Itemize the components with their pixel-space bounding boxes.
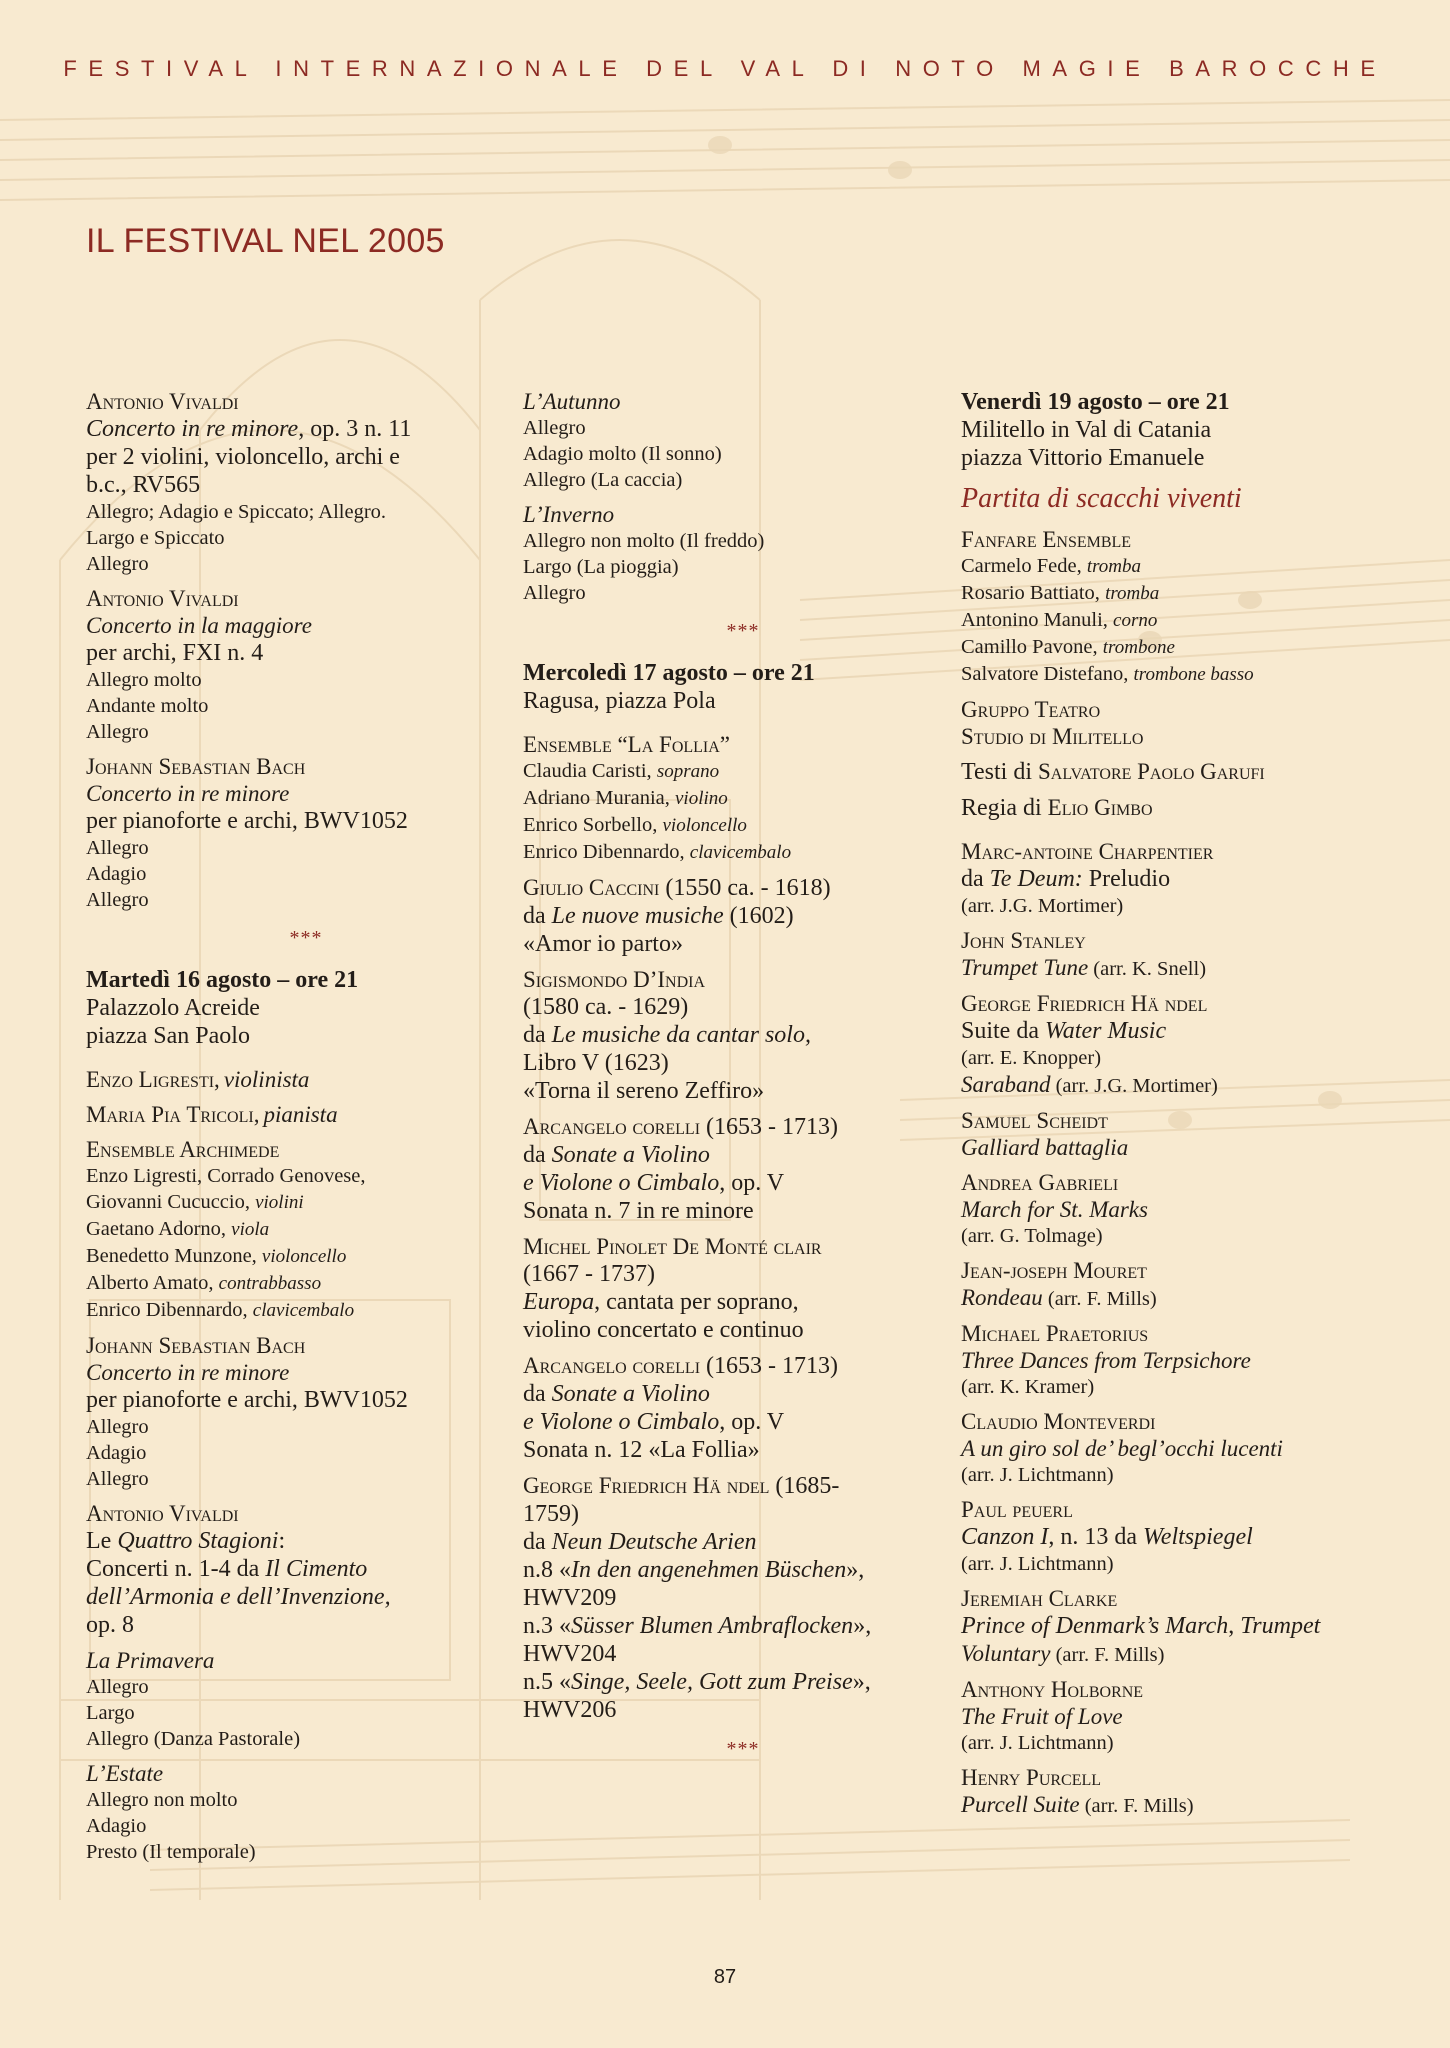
work-line: per pianoforte e archi, BWV1052 xyxy=(86,1387,408,1413)
text-fragment: , op. V xyxy=(719,1170,785,1196)
composer-name: Claudio Monteverdi xyxy=(961,1409,1156,1434)
composer-name: Andrea Gabrieli xyxy=(961,1170,1119,1195)
work-line xyxy=(523,1380,963,1408)
work-title-italic: Le nuove musiche xyxy=(551,903,724,929)
ensemble-member xyxy=(86,1189,526,1216)
ensemble-member xyxy=(961,580,1421,607)
member-role: clavicembalo xyxy=(689,842,792,863)
work-title-italic: Europa xyxy=(523,1289,595,1315)
performer-role: pianista xyxy=(263,1102,338,1127)
movement: Allegro; Adagio e Spiccato; Allegro. xyxy=(86,501,387,523)
ensemble xyxy=(523,731,963,866)
arrangement: (arr. G. Tolmage) xyxy=(961,1225,1103,1247)
movement: Adagio xyxy=(86,1442,147,1464)
work-title-italic: Te Deum: xyxy=(989,866,1083,892)
member-role: viola xyxy=(231,1219,270,1240)
movement: Allegro xyxy=(86,1468,149,1490)
program-item xyxy=(523,1113,963,1225)
composer-name: George Friedrich Hä ndel xyxy=(961,991,1208,1016)
work-line: HWV204 xyxy=(523,1641,617,1667)
section-separator: *** xyxy=(726,620,760,642)
text-fragment: Preludio xyxy=(1082,866,1171,892)
composer-line xyxy=(523,1113,963,1141)
work-line: HWV206 xyxy=(523,1697,617,1723)
work-line xyxy=(523,1408,963,1436)
composer-name: Sigismondo D’India xyxy=(523,967,706,992)
text-fragment: Le xyxy=(86,1528,112,1554)
member-role: trombone basso xyxy=(1133,664,1254,685)
work-title-italic: Sonate a Violino xyxy=(551,1142,710,1168)
performer-role: violinista xyxy=(223,1067,310,1092)
composer-name: Michael Praetorius xyxy=(961,1321,1149,1346)
work-line xyxy=(523,1612,963,1640)
work-line xyxy=(523,1021,963,1049)
program-item xyxy=(523,1233,963,1344)
running-header: FESTIVAL INTERNAZIONALE DEL VAL DI NOTO MAGIE BAROCCHE xyxy=(63,56,1387,81)
arrangement: (arr. F. Mills) xyxy=(1042,1288,1157,1310)
composer-dates: (1653 - 1713) xyxy=(700,1114,839,1140)
composer-name: Samuel Scheidt xyxy=(961,1108,1108,1133)
work-opus: , op. 3 n. 11 xyxy=(298,416,412,442)
work-line: «Amor io parto» xyxy=(523,931,683,957)
program-item xyxy=(961,838,1421,919)
ensemble-name: Fanfare Ensemble xyxy=(961,527,1132,552)
event-date: Martedì 16 agosto – ore 21 xyxy=(86,967,359,993)
movement: Largo e Spiccato xyxy=(86,527,225,549)
member-name: Gaetano Adorno, xyxy=(86,1218,227,1240)
composer-name: Michel Pinolet De Monté clair xyxy=(523,1234,822,1259)
work-title-italic: Purcell Suite xyxy=(961,1792,1080,1817)
movement: Adagio molto (Il sonno) xyxy=(523,443,722,465)
work-line: per pianoforte e archi, BWV1052 xyxy=(86,808,408,834)
work-title-italic: Rondeau xyxy=(961,1285,1043,1310)
ensemble-member xyxy=(961,553,1421,580)
member-role: trombone xyxy=(1102,637,1175,658)
movement: Allegro xyxy=(86,1416,149,1438)
program-item xyxy=(86,1500,526,1639)
arrangement: (arr. J.G. Mortimer) xyxy=(1050,1075,1218,1097)
arrangement: (arr. F. Mills) xyxy=(1050,1644,1165,1666)
event-date: Venerdì 19 agosto – ore 21 xyxy=(961,389,1230,415)
work-title-italic: Saraband xyxy=(961,1072,1051,1097)
work-line xyxy=(961,1284,1421,1312)
composer-name: Paul peuerl xyxy=(961,1497,1073,1522)
movement: Allegro (Danza Pastorale) xyxy=(86,1728,301,1750)
work-title-italic: Weltspiegel xyxy=(1143,1524,1253,1550)
work-line xyxy=(961,1791,1421,1819)
work-title: Galliard battaglia xyxy=(961,1135,1129,1160)
work-line xyxy=(523,1528,963,1556)
work-title-italic: Le musiche da cantar solo, xyxy=(551,1022,811,1048)
work-title: L’Inverno xyxy=(523,502,615,527)
ensemble-name: Studio di Militello xyxy=(961,724,1144,749)
ensemble-member xyxy=(961,607,1421,634)
work-title: March for St. Marks xyxy=(961,1197,1148,1222)
composer-name: Jeremiah Clarke xyxy=(961,1586,1118,1611)
work-title-italic: In den angenehmen Büschen xyxy=(571,1557,847,1583)
member-role: tromba xyxy=(1086,556,1142,577)
member-name: Salvatore Distefano, xyxy=(961,663,1129,685)
movement: Adagio xyxy=(86,863,147,885)
work-line xyxy=(523,1556,963,1584)
composer-dates: (1685- xyxy=(769,1473,840,1499)
ensemble-member xyxy=(523,839,963,866)
member-role: violoncello xyxy=(261,1246,347,1267)
composer-line xyxy=(523,874,963,902)
composer-name: Antonio Vivaldi xyxy=(86,586,239,611)
event-title: Partita di scacchi viventi xyxy=(961,483,1242,514)
work-title-italic: e Violone o Cimbalo xyxy=(523,1170,720,1196)
member-role: violini xyxy=(255,1192,304,1213)
ensemble-member xyxy=(86,1270,526,1297)
work-title-italic: e Violone o Cimbalo xyxy=(523,1409,720,1435)
composer-line xyxy=(523,1352,963,1380)
program-item xyxy=(523,874,963,958)
program-item xyxy=(961,927,1421,982)
movement: Allegro xyxy=(86,837,149,859)
event-heading xyxy=(523,659,963,715)
text-fragment: da xyxy=(523,1381,546,1407)
work-line: Libro V (1623) xyxy=(523,1050,669,1076)
text-fragment: n.5 « xyxy=(523,1669,571,1695)
text-fragment: , xyxy=(1228,1613,1241,1639)
page-number: 87 xyxy=(713,1966,737,1988)
work-line xyxy=(961,1612,1421,1640)
work-line xyxy=(961,1523,1421,1551)
work-title-italic: Water Music xyxy=(1045,1018,1167,1044)
work-title: Concerto in re minore xyxy=(86,781,290,806)
text-fragment: da xyxy=(523,1529,546,1555)
program-item xyxy=(86,753,526,913)
work-line xyxy=(961,1071,1421,1099)
program-item xyxy=(961,1585,1421,1668)
event-place: piazza San Paolo xyxy=(86,1023,250,1049)
composer-name: Henry Purcell xyxy=(961,1765,1102,1790)
work-line: per archi, FXI n. 4 xyxy=(86,640,264,666)
member-role: tromba xyxy=(1105,583,1160,604)
work-line xyxy=(523,1668,963,1696)
work-line xyxy=(86,1555,526,1583)
member-role: violoncello xyxy=(662,815,747,836)
work-line xyxy=(523,1169,963,1197)
movement: Andante molto xyxy=(86,695,209,717)
arrangement: (arr. J. Lichtmann) xyxy=(961,1553,1114,1575)
composer-name: Johann Sebastian Bach xyxy=(86,754,306,779)
work-title: La Primavera xyxy=(86,1648,215,1673)
member-role: contrabbasso xyxy=(218,1273,322,1294)
work-line: b.c., RV565 xyxy=(86,472,201,498)
work-line xyxy=(523,902,963,930)
performer-name: Enzo Ligresti, xyxy=(86,1067,220,1092)
member-name: Benedetto Munzone, xyxy=(86,1245,257,1267)
event-heading xyxy=(961,388,1421,472)
event-place: Ragusa, piazza Pola xyxy=(523,688,716,714)
member-name: Adriano Murania, xyxy=(523,787,670,809)
performer xyxy=(86,1066,526,1093)
text-fragment: (1602) xyxy=(723,903,794,929)
arrangement: (arr. K. Kramer) xyxy=(961,1376,1095,1398)
ensemble xyxy=(86,1136,526,1324)
work-line: per 2 violini, violoncello, archi e xyxy=(86,444,400,470)
ensemble-member: Enzo Ligresti, Corrado Genovese, xyxy=(86,1165,366,1187)
movement: Allegro non molto xyxy=(86,1789,238,1811)
work-line xyxy=(961,865,1421,893)
ensemble-name: Ensemble “La Follia” xyxy=(523,732,731,757)
work-line: «Torna il sereno Zeffiro» xyxy=(523,1078,765,1104)
work-line: violino concertato e continuo xyxy=(523,1317,804,1343)
section-separator: *** xyxy=(726,1738,760,1760)
text-fragment: da xyxy=(961,866,990,892)
text-fragment: da xyxy=(523,1022,546,1048)
ensemble-member xyxy=(86,1243,526,1270)
composer-name: George Friedrich Hä ndel xyxy=(523,1473,770,1498)
text-fragment: , cantata per soprano, xyxy=(594,1289,799,1315)
member-name: Carmelo Fede, xyxy=(961,555,1082,577)
text-fragment: : xyxy=(278,1528,286,1554)
composer-line xyxy=(523,1472,963,1500)
work-title-italic: Canzon I xyxy=(961,1524,1049,1550)
page-title: IL FESTIVAL NEL 2005 xyxy=(86,222,445,260)
work-line: dell’Armonia e dell’Invenzione, xyxy=(86,1584,391,1610)
event-place: piazza Vittorio Emanuele xyxy=(961,445,1205,471)
program-item xyxy=(961,990,1421,1099)
composer-dates: 1759) xyxy=(523,1501,579,1527)
column-1 xyxy=(86,388,526,1873)
text-fragment: da xyxy=(523,903,546,929)
text-fragment: Concerti n. 1-4 da xyxy=(86,1556,260,1582)
member-role: soprano xyxy=(656,761,720,782)
program-item xyxy=(86,388,526,577)
program-item xyxy=(961,1496,1421,1577)
section-separator: *** xyxy=(289,927,323,949)
program-item xyxy=(961,1169,1421,1249)
member-name: Enrico Dibennardo, xyxy=(86,1299,248,1321)
composer-dates: (1550 ca. - 1618) xyxy=(659,875,831,901)
program-item xyxy=(523,388,963,493)
composer-name: Anthony Holborne xyxy=(961,1677,1144,1702)
composer-name: Johann Sebastian Bach xyxy=(86,1333,306,1358)
work-title-italic: Trumpet Tune xyxy=(961,955,1089,980)
movement: Allegro non molto (Il freddo) xyxy=(523,530,765,552)
ensemble-member xyxy=(961,661,1421,688)
movement: Allegro xyxy=(86,1676,149,1698)
work-title-italic: Quattro Stagioni xyxy=(117,1528,279,1554)
movement: Allegro xyxy=(86,721,149,743)
text-fragment: Testi di xyxy=(961,759,1038,785)
movement: Allegro xyxy=(86,553,149,575)
movement: Allegro molto xyxy=(86,669,202,691)
text-fragment: n.3 « xyxy=(523,1613,571,1639)
work-title-italic: Il Cimento xyxy=(265,1556,368,1582)
work-title-italic: Neun Deutsche Arien xyxy=(551,1529,757,1555)
ensemble-member xyxy=(86,1216,526,1243)
program-item xyxy=(523,501,963,606)
work-line: HWV209 xyxy=(523,1585,617,1611)
movement: Adagio xyxy=(86,1815,147,1837)
author-name: Salvatore Paolo Garufi xyxy=(1037,759,1265,784)
ensemble-name: Ensemble Archimede xyxy=(86,1137,280,1162)
event-place: Palazzolo Acreide xyxy=(86,995,260,1021)
composer-dates: (1667 - 1737) xyxy=(523,1261,655,1287)
composer-name: John Stanley xyxy=(961,928,1086,953)
work-title-italic: Singe, Seele, Gott zum Preise xyxy=(571,1669,853,1695)
member-name: Enrico Dibennardo, xyxy=(523,841,685,863)
member-name: Camillo Pavone, xyxy=(961,636,1098,658)
composer-name: Jean-joseph Mouret xyxy=(961,1258,1147,1283)
performer-name: Maria Pia Tricoli, xyxy=(86,1102,260,1127)
work-title-italic: Concerto in re minore xyxy=(86,416,299,442)
arrangement: (arr. J.G. Mortimer) xyxy=(961,895,1124,917)
movement: Largo (La pioggia) xyxy=(523,556,679,578)
composer-name: Giulio Caccini xyxy=(523,875,660,900)
ensemble-member xyxy=(523,812,963,839)
ensemble-member xyxy=(523,785,963,812)
work-title: A un giro sol de’ begl’occhi lucenti xyxy=(961,1436,1283,1461)
composer-name: Antonio Vivaldi xyxy=(86,1501,239,1526)
work-title-italic: Sonate a Violino xyxy=(551,1381,710,1407)
text-fragment: da xyxy=(523,1142,546,1168)
work-title-italic: Prince of Denmark’s March xyxy=(961,1613,1229,1639)
member-name: Claudia Caristi, xyxy=(523,760,652,782)
movement: Allegro xyxy=(523,582,586,604)
work-line xyxy=(961,1640,1421,1668)
arrangement: (arr. K. Snell) xyxy=(1088,958,1207,980)
program-item xyxy=(86,585,526,745)
text-fragment: n.8 « xyxy=(523,1557,571,1583)
arrangement: (arr. J. Lichtmann) xyxy=(961,1464,1114,1486)
composer-name: Arcangelo corelli xyxy=(523,1353,701,1378)
program-item xyxy=(523,1352,963,1464)
composer-name: Marc-antoine Charpentier xyxy=(961,839,1214,864)
work-line xyxy=(523,1288,963,1316)
work-title-italic: Süsser Blumen Ambraflocken xyxy=(571,1613,854,1639)
program-item xyxy=(961,1408,1421,1488)
movement: Allegro xyxy=(86,889,149,911)
movement: Allegro (La caccia) xyxy=(523,469,683,491)
text-fragment: Regia di xyxy=(961,795,1048,821)
text-fragment: », xyxy=(853,1613,872,1639)
movement: Allegro xyxy=(523,417,586,439)
work-title xyxy=(86,415,526,443)
composer-dates: (1580 ca. - 1629) xyxy=(523,994,689,1020)
text-fragment: , n. 13 da xyxy=(1048,1524,1143,1550)
work-line xyxy=(961,1017,1421,1045)
member-role: violino xyxy=(675,788,728,809)
event-date: Mercoledì 17 agosto – ore 21 xyxy=(523,660,815,686)
event-place: Militello in Val di Catania xyxy=(961,417,1212,443)
text-fragment: Suite da xyxy=(961,1018,1045,1044)
text-fragment: », xyxy=(846,1557,865,1583)
work-title: Three Dances from Terpsichore xyxy=(961,1348,1251,1373)
ensemble xyxy=(961,526,1421,688)
arrangement: (arr. E. Knopper) xyxy=(961,1047,1102,1069)
arrangement: (arr. J. Lichtmann) xyxy=(961,1732,1114,1754)
arrangement: (arr. F. Mills) xyxy=(1079,1795,1194,1817)
composer-name: Arcangelo corelli xyxy=(523,1114,701,1139)
program-item xyxy=(961,1107,1421,1161)
work-title-italic: Trumpet xyxy=(1240,1613,1321,1639)
movement: Presto (Il temporale) xyxy=(86,1841,256,1863)
program-item xyxy=(961,1257,1421,1312)
column-3 xyxy=(961,388,1421,1827)
member-name: Enrico Sorbello, xyxy=(523,814,658,836)
text-fragment: », xyxy=(852,1669,871,1695)
text-fragment: , op. V xyxy=(719,1409,785,1435)
work-title: L’Estate xyxy=(86,1761,164,1786)
member-role: corno xyxy=(1113,610,1158,631)
director-name: Elio Gimbo xyxy=(1047,795,1153,820)
program-item xyxy=(961,1320,1421,1400)
program-item xyxy=(86,1647,526,1752)
member-name: Giovanni Cucuccio, xyxy=(86,1191,250,1213)
ensemble-member xyxy=(523,758,963,785)
program-item xyxy=(523,966,963,1105)
work-title-italic: Voluntary xyxy=(961,1641,1051,1666)
event-heading xyxy=(86,966,526,1050)
work-line: Sonata n. 7 in re minore xyxy=(523,1198,754,1224)
member-role: clavicembalo xyxy=(252,1300,355,1321)
program-item xyxy=(86,1332,526,1492)
ensemble-name: Gruppo Teatro xyxy=(961,697,1101,722)
work-line: op. 8 xyxy=(86,1612,134,1638)
ensemble-member xyxy=(86,1297,526,1324)
composer-name: Antonio Vivaldi xyxy=(86,389,239,414)
work-line xyxy=(961,954,1421,982)
program-item xyxy=(523,1472,963,1724)
credits-line xyxy=(961,794,1421,822)
column-2 xyxy=(523,388,963,1777)
work-line: Sonata n. 12 «La Follia» xyxy=(523,1437,760,1463)
credits-line xyxy=(961,758,1421,786)
member-name: Antonino Manuli, xyxy=(961,609,1108,631)
program-item xyxy=(86,1760,526,1865)
work-title: L’Autunno xyxy=(523,389,621,414)
work-title: The Fruit of Love xyxy=(961,1704,1123,1729)
work-line xyxy=(523,1141,963,1169)
work-line xyxy=(86,1527,526,1555)
movement: Largo xyxy=(86,1702,135,1724)
ensemble xyxy=(961,696,1421,750)
performer xyxy=(86,1101,526,1128)
program-item xyxy=(961,1764,1421,1819)
member-name: Rosario Battiato, xyxy=(961,582,1100,604)
member-name: Alberto Amato, xyxy=(86,1272,214,1294)
ensemble-member xyxy=(961,634,1421,661)
work-title: Concerto in la maggiore xyxy=(86,613,312,638)
composer-dates: (1653 - 1713) xyxy=(700,1353,839,1379)
work-title: Concerto in re minore xyxy=(86,1360,290,1385)
program-item xyxy=(961,1676,1421,1756)
